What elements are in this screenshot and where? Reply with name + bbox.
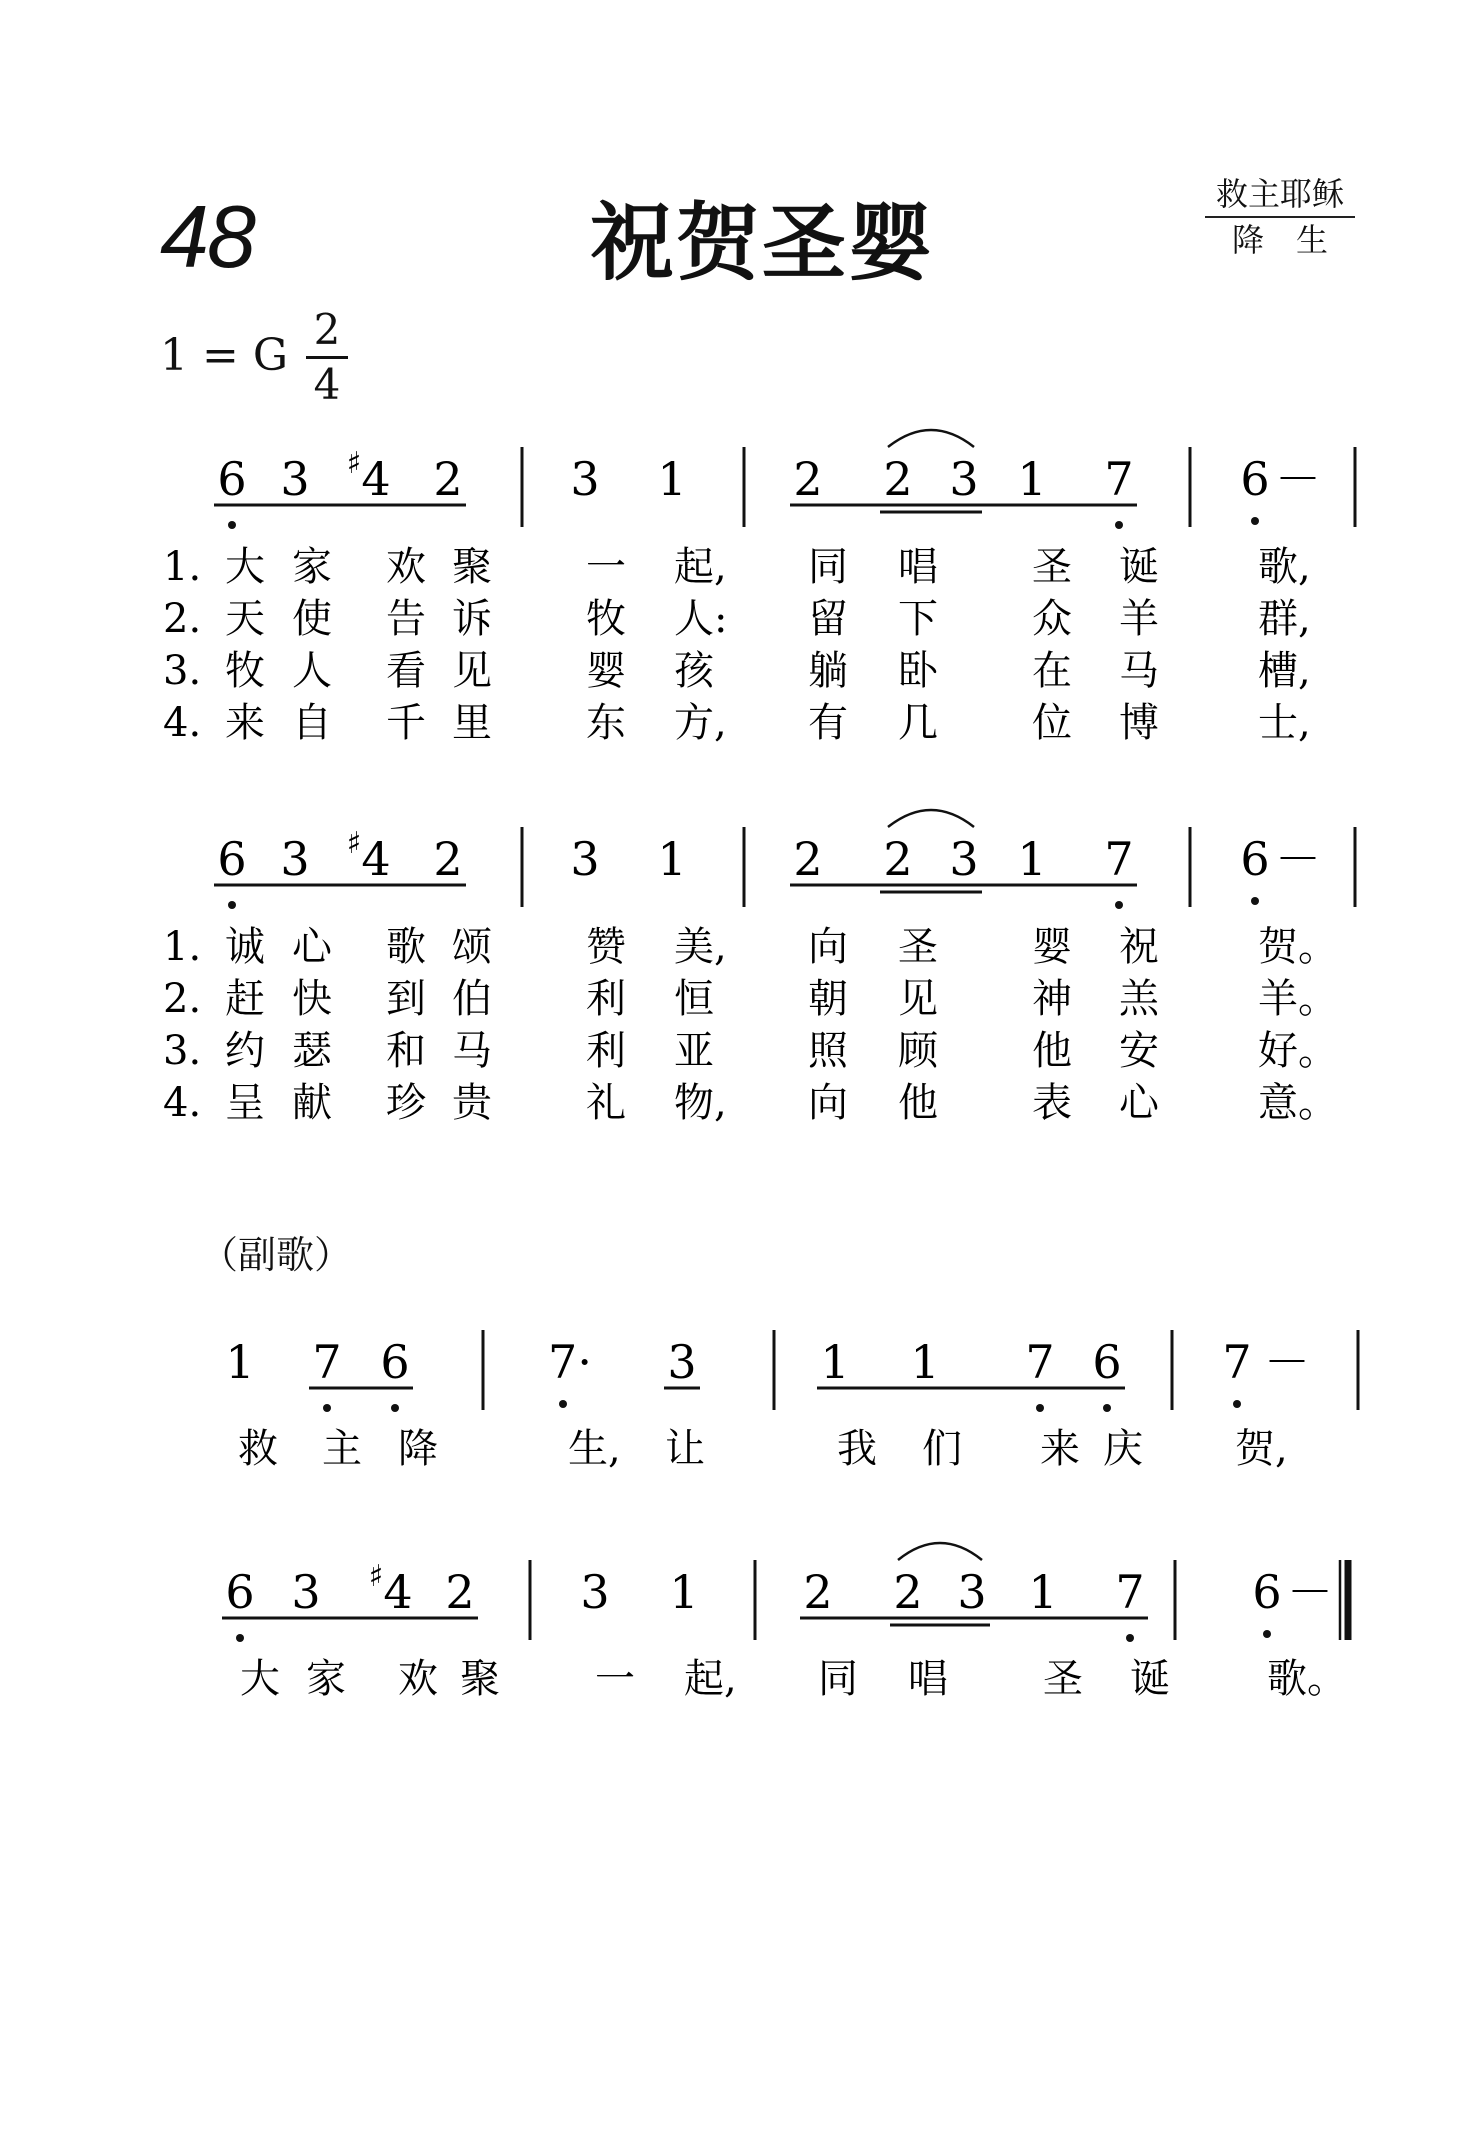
lyric-syllable: 自: [292, 700, 332, 746]
low-octave-dot: [1263, 1630, 1271, 1638]
verse-number: 3.: [163, 1028, 202, 1074]
lyric-syllable: 圣: [898, 924, 938, 970]
lyric-syllable: 留: [808, 596, 848, 642]
note: 3: [949, 452, 979, 506]
lyric-syllable: 庆: [1103, 1426, 1143, 1472]
lyric-syllable: 主: [322, 1426, 362, 1472]
lyric-syllable: 约: [225, 1028, 265, 1074]
tie-arc: [888, 430, 974, 447]
lyric-syllable: 救: [238, 1426, 278, 1472]
lyric-syllable: 使: [292, 596, 332, 642]
lyric-syllable: 我: [837, 1426, 877, 1472]
note: 6: [1240, 452, 1270, 506]
lyric-syllable: 来: [1040, 1426, 1080, 1472]
note: 7: [1115, 1565, 1145, 1619]
note: －: [1275, 452, 1321, 506]
lyric-syllable: 顾: [898, 1028, 938, 1074]
note: 1: [910, 1335, 940, 1389]
note: 3: [570, 832, 600, 886]
note: 6: [1240, 832, 1270, 886]
lyric-syllable: 呈: [225, 1080, 265, 1126]
lyric-syllable: 有: [808, 700, 848, 746]
lyric-syllable: 同: [808, 544, 848, 590]
lyric-syllable: 一: [595, 1656, 635, 1702]
note: 6: [217, 452, 247, 506]
lyric-syllable: 利: [586, 976, 626, 1022]
note: 1: [1028, 1565, 1058, 1619]
lyric-syllable: 祝: [1119, 924, 1159, 970]
lyric-syllable: 恒: [674, 976, 714, 1022]
lyric-syllable: 马: [452, 1028, 492, 1074]
low-octave-dot: [391, 1404, 399, 1412]
lyric-syllable: 群,: [1258, 596, 1311, 642]
lyric-syllable: 降: [398, 1426, 438, 1472]
lyric-syllable: 歌: [386, 924, 426, 970]
lyric-syllable: 贺。: [1258, 924, 1338, 970]
note: 7: [1025, 1335, 1055, 1389]
tie-arc: [898, 1543, 982, 1560]
low-octave-dot: [1233, 1400, 1241, 1408]
lyric-syllable: 羊: [1119, 596, 1159, 642]
note: 4: [361, 832, 391, 886]
time-signature-bottom: 4: [313, 360, 341, 409]
lyric-syllable: 槽,: [1258, 648, 1311, 694]
lyric-syllable: 神: [1032, 976, 1072, 1022]
note: 2: [793, 832, 823, 886]
lyric-syllable: 安: [1119, 1028, 1159, 1074]
note: 3: [280, 452, 310, 506]
lyric-syllable: 向: [808, 1080, 848, 1126]
lyric-syllable: 在: [1032, 648, 1072, 694]
low-octave-dot: [1115, 901, 1123, 909]
low-octave-dot: [1103, 1404, 1111, 1412]
lyric-syllable: 聚: [460, 1656, 500, 1702]
sharp-sign: ♯: [346, 446, 362, 481]
lyric-syllable: 起,: [674, 544, 727, 590]
note: 3: [667, 1335, 697, 1389]
lyric-syllable: 告: [386, 596, 426, 642]
lyric-syllable: 利: [586, 1028, 626, 1074]
lyric-syllable: 躺: [808, 648, 848, 694]
lyric-syllable: 羊。: [1258, 976, 1338, 1022]
lyric-syllable: 欢: [386, 544, 426, 590]
note: －: [1287, 1565, 1333, 1619]
lyric-syllable: 朝: [808, 976, 848, 1022]
note: 1: [657, 832, 687, 886]
lyric-syllable: 位: [1032, 700, 1072, 746]
lyric-syllable: 亚: [674, 1028, 714, 1074]
lyric-syllable: 里: [452, 700, 492, 746]
note: 7·: [548, 1335, 592, 1389]
lyric-syllable: 东: [586, 700, 626, 746]
lyric-syllable: 来: [225, 700, 265, 746]
note: 3: [291, 1565, 321, 1619]
note: 2: [445, 1565, 475, 1619]
note: 6: [1092, 1335, 1122, 1389]
low-octave-dot: [1251, 897, 1259, 905]
key-signature: 1 = G: [160, 330, 288, 381]
verse-number: 2.: [163, 596, 202, 642]
lyric-syllable: 人:: [674, 596, 728, 642]
note: 7: [312, 1335, 342, 1389]
lyric-syllable: 圣: [1043, 1656, 1083, 1702]
note: 2: [433, 452, 463, 506]
lyric-syllable: 让: [665, 1426, 705, 1472]
note: 6: [1252, 1565, 1282, 1619]
lyric-syllable: 羔: [1119, 976, 1159, 1022]
note: 1: [1017, 452, 1047, 506]
lyric-syllable: 唱: [908, 1656, 948, 1702]
note: 1: [820, 1335, 850, 1389]
note: 6: [225, 1565, 255, 1619]
lyric-syllable: 见: [898, 976, 938, 1022]
lyric-syllable: 他: [1032, 1028, 1072, 1074]
lyric-syllable: 一: [586, 544, 626, 590]
lyric-syllable: 方,: [674, 700, 727, 746]
lyric-syllable: 献: [292, 1080, 332, 1126]
lyric-syllable: 欢: [398, 1656, 438, 1702]
lyric-syllable: 同: [818, 1656, 858, 1702]
lyric-syllable: 大: [240, 1656, 280, 1702]
lyric-syllable: 心: [1119, 1080, 1159, 1126]
note: －: [1264, 1335, 1310, 1389]
category-line-2: 降 生: [1231, 221, 1328, 259]
category-line-1: 救主耶稣: [1205, 172, 1355, 218]
lyric-syllable: 好。: [1258, 1028, 1338, 1074]
lyric-syllable: 伯: [452, 976, 492, 1022]
sharp-sign: ♯: [346, 826, 362, 861]
lyric-syllable: 牧: [586, 596, 626, 642]
lyric-syllable: 颂: [452, 924, 492, 970]
lyric-syllable: 诞: [1119, 544, 1159, 590]
verse-number: 1.: [163, 924, 202, 970]
lyric-syllable: 天: [225, 596, 265, 642]
note: 7: [1104, 452, 1134, 506]
lyric-syllable: 聚: [452, 544, 492, 590]
note: 2: [883, 832, 913, 886]
low-octave-dot: [1126, 1634, 1134, 1642]
lyric-syllable: 唱: [898, 544, 938, 590]
lyric-syllable: 人: [292, 648, 332, 694]
lyric-syllable: 和: [386, 1028, 426, 1074]
low-octave-dot: [1115, 521, 1123, 529]
note: 2: [803, 1565, 833, 1619]
note: 3: [580, 1565, 610, 1619]
sharp-sign: ♯: [368, 1559, 384, 1594]
lyric-syllable: 诞: [1130, 1656, 1170, 1702]
lyric-syllable: 看: [386, 648, 426, 694]
lyric-syllable: 大: [225, 544, 265, 590]
verse-number: 3.: [163, 648, 202, 694]
note: 1: [1017, 832, 1047, 886]
verse-number: 4.: [163, 700, 202, 746]
time-signature-top: 2: [306, 304, 348, 359]
lyric-syllable: 照: [808, 1028, 848, 1074]
lyric-syllable: 表: [1032, 1080, 1072, 1126]
note: 1: [225, 1335, 255, 1389]
lyric-syllable: 婴: [1032, 924, 1072, 970]
low-octave-dot: [236, 1634, 244, 1642]
lyric-syllable: 美,: [674, 924, 727, 970]
low-octave-dot: [228, 521, 236, 529]
note: 2: [893, 1565, 923, 1619]
low-octave-dot: [1251, 517, 1259, 525]
low-octave-dot: [228, 901, 236, 909]
note: 7: [1104, 832, 1134, 886]
lyric-syllable: 士,: [1258, 700, 1311, 746]
lyric-syllable: 众: [1032, 596, 1072, 642]
note: 6: [380, 1335, 410, 1389]
low-octave-dot: [323, 1404, 331, 1412]
chorus-label: （副歌）: [200, 1233, 353, 1277]
lyric-syllable: 向: [808, 924, 848, 970]
lyric-syllable: 歌,: [1258, 544, 1311, 590]
lyric-syllable: 诚: [225, 924, 265, 970]
lyric-syllable: 赞: [586, 924, 626, 970]
lyric-syllable: 歌。: [1267, 1656, 1347, 1702]
lyric-syllable: 贵: [452, 1080, 492, 1126]
lyric-syllable: 生,: [568, 1426, 621, 1472]
note: 4: [361, 452, 391, 506]
note: 3: [570, 452, 600, 506]
lyric-syllable: 千: [386, 700, 426, 746]
lyric-syllable: 快: [292, 976, 332, 1022]
lyric-syllable: 到: [386, 976, 426, 1022]
lyric-syllable: 赶: [225, 976, 265, 1022]
lyric-syllable: 几: [898, 700, 938, 746]
lyric-syllable: 贺,: [1235, 1426, 1288, 1472]
note: 6: [217, 832, 247, 886]
note: 3: [957, 1565, 987, 1619]
hymn-title: 祝贺圣婴: [590, 193, 935, 292]
low-octave-dot: [559, 1400, 567, 1408]
lyric-syllable: 意。: [1258, 1080, 1338, 1126]
verse-number: 4.: [163, 1080, 202, 1126]
lyric-syllable: 下: [898, 596, 938, 642]
lyric-syllable: 马: [1119, 648, 1159, 694]
tie-arc: [888, 810, 974, 827]
lyric-syllable: 心: [292, 924, 332, 970]
lyric-syllable: 珍: [386, 1080, 426, 1126]
lyric-syllable: 礼: [586, 1080, 626, 1126]
low-octave-dot: [1036, 1404, 1044, 1412]
note: 4: [383, 1565, 413, 1619]
note: 2: [433, 832, 463, 886]
note: 7: [1222, 1335, 1252, 1389]
lyric-syllable: 诉: [452, 596, 492, 642]
lyric-syllable: 们: [922, 1426, 962, 1472]
lyric-syllable: 圣: [1032, 544, 1072, 590]
note: 2: [883, 452, 913, 506]
note: 2: [793, 452, 823, 506]
lyric-syllable: 婴: [586, 648, 626, 694]
lyric-syllable: 牧: [225, 648, 265, 694]
lyric-syllable: 家: [292, 544, 332, 590]
note: －: [1275, 832, 1321, 886]
lyric-syllable: 卧: [898, 648, 938, 694]
lyric-syllable: 他: [898, 1080, 938, 1126]
lyric-syllable: 家: [306, 1656, 346, 1702]
lyric-syllable: 起,: [684, 1656, 737, 1702]
lyric-syllable: 博: [1119, 700, 1159, 746]
note: 3: [949, 832, 979, 886]
note: 1: [657, 452, 687, 506]
lyric-syllable: 物,: [674, 1080, 727, 1126]
lyric-syllable: 孩: [674, 648, 714, 694]
hymn-number: 48: [160, 187, 254, 286]
lyric-syllable: 瑟: [292, 1028, 332, 1074]
note: 3: [280, 832, 310, 886]
lyric-syllable: 见: [452, 648, 492, 694]
note: 1: [669, 1565, 699, 1619]
verse-number: 2.: [163, 976, 202, 1022]
verse-number: 1.: [163, 544, 202, 590]
